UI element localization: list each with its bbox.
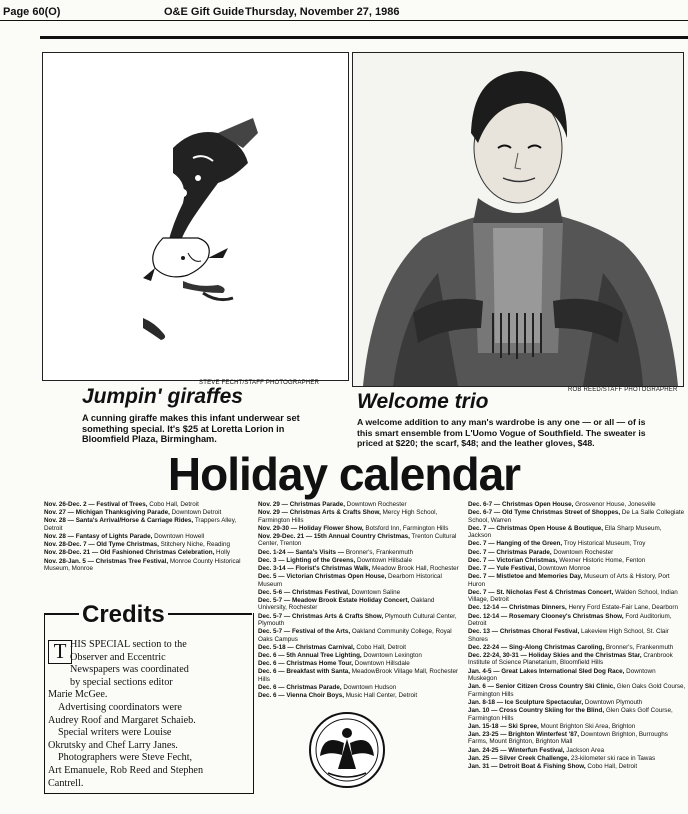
calendar-entry — [468, 509, 686, 524]
calendar-entry-event: Dec. 6-7 — Old Tyme Christmas Street of Shoppes, — [468, 509, 621, 517]
calendar-entry-location: Downtown Detroit — [169, 509, 222, 517]
calendar-entry-location: Oakland University, Rochester — [258, 597, 435, 612]
credits-line: Special writers were Louise — [58, 727, 172, 739]
calendar-entry-location: Jackson Area — [564, 746, 605, 754]
calendar-entry-event: Dec. 7 — Yule Festival, — [468, 565, 537, 573]
calendar-entry-location: Plymouth Cultural Center, Plymouth — [258, 612, 457, 628]
credits-line: Okrutsky and Chef Larry Janes. — [48, 739, 178, 751]
calendar-column-3 — [468, 501, 686, 771]
calendar-entry-event: Nov. 26-Dec. 2 — Festival of Trees, — [44, 501, 148, 508]
calendar-entry — [468, 723, 686, 730]
calendar-entry-event: Dec. 7 — Christmas Parade, — [468, 548, 552, 556]
calendar-entry — [468, 525, 686, 540]
calendar-entry-event: Jan. 6 — Senior Citizen Cross Country Ski Clinic, — [468, 683, 615, 691]
photo-credit-left: STEVE FECHT/STAFF PHOTOGRAPHER — [199, 380, 320, 386]
issue-date: Thursday, November 27, 1986 — [245, 6, 400, 18]
calendar-entry-location: Cobo Hall, Detroit — [354, 643, 407, 651]
calendar-entry-location: Downtown Hudson — [341, 684, 397, 692]
calendar-column-1 — [44, 501, 252, 573]
giraffe-illustration — [43, 53, 348, 380]
calendar-entry — [468, 501, 686, 508]
credits-line: Observer and Eccentric — [70, 651, 166, 663]
calendar-entry-event: Dec. 5-7 — Christmas Arts & Crafts Show, — [258, 612, 384, 620]
calendar-entry — [468, 644, 686, 651]
calendar-entry-location: Bronner's, Frankenmuth — [604, 643, 674, 651]
calendar-entry — [258, 533, 463, 548]
calendar-entry-event: Jan. 31 — Detroit Boat & Fishing Show, — [468, 762, 586, 770]
calendar-entry — [258, 565, 463, 572]
calendar-entry — [44, 549, 252, 556]
calendar-entry-location: Downtown Rochester — [551, 548, 614, 556]
calendar-entry-event: Jan. 10 — Cross Country Skiing for the Blind, — [468, 707, 605, 715]
page-number: Page 60(O) — [3, 6, 61, 18]
calendar-entry-location: Glen Oaks Golf Course, Farmington Hills — [468, 707, 673, 722]
calendar-entry-location: Cranbrook Institute of Science Planetarium, Bloomfield Hills — [468, 652, 673, 667]
calendar-entry-location: Downtown Rochester — [345, 501, 407, 508]
calendar-entry-event: Dec. 6 — 5th Annual Tree Lighting, — [258, 652, 362, 660]
calendar-entry — [468, 731, 686, 746]
calendar-entry — [258, 549, 463, 556]
calendar-entry-location: Downtown Monroe — [536, 565, 591, 573]
calendar-entry-event: Jan. 25 — Silver Creek Challenge, — [468, 754, 570, 762]
calendar-entry-event: Dec. 3 — Lighting of the Greens, — [258, 556, 356, 564]
calendar-entry-location: Downtown Howell — [152, 533, 205, 541]
calendar-entry-location: Troy Historical Museum, Troy — [562, 540, 646, 548]
calendar-entry-location: Henry Ford Estate-Fair Lane, Dearborn — [566, 604, 678, 612]
caption-left-line: A cunning giraffe makes this infant underwear set — [82, 413, 300, 423]
calendar-entry-event: Dec. 7 — Hanging of the Green, — [468, 540, 563, 548]
calendar-entry-event: Jan. 4-5 — Great Lakes International Sled Dog Race, — [468, 667, 625, 675]
calendar-entry-location: Downtown Hillsdale — [353, 660, 410, 668]
caption-right-line: A welcome addition to any man's wardrobe is any one — or all — of is — [357, 417, 646, 427]
calendar-entry — [258, 668, 463, 683]
calendar-entry — [258, 644, 463, 651]
headline-welcome-trio: Welcome trio — [357, 390, 489, 413]
angel-emblem-icon — [308, 711, 386, 789]
credits-line: Photographers were Steve Fecht, — [58, 752, 193, 764]
calendar-entry — [258, 628, 463, 643]
calendar-entry-location: Downtown Saline — [349, 588, 401, 596]
credits-line: Newspapers was coordinated — [70, 664, 189, 676]
calendar-entry-event: Dec. 1-24 — Santa's Visits — — [258, 548, 345, 556]
calendar-entry-location: Bronner's, Frankenmuth — [344, 548, 414, 556]
calendar-entry — [258, 525, 463, 532]
calendar-entry-location: Lakeview High School, St. Clair Shores — [468, 628, 669, 643]
calendar-entry-event: Dec. 7 — Mistletoe and Memories Day, — [468, 573, 583, 581]
calendar-entry — [468, 613, 686, 628]
calendar-entry — [258, 557, 463, 564]
calendar-entry-location: Music Hall Center, Detroit — [343, 692, 418, 700]
caption-left — [82, 413, 352, 445]
calendar-entry-location: Grosvenor House, Jonesville — [573, 501, 656, 508]
calendar-entry — [258, 613, 463, 628]
calendar-entry-event: Dec. 6-7 — Christmas Open House, — [468, 501, 574, 508]
calendar-entry-location: Downtown Hillsdale — [355, 556, 412, 564]
calendar-entry-location: Ella Sharp Museum, Jackson — [468, 524, 662, 540]
calendar-entry-location: Oakland Community College, Royal Oaks Campus — [258, 628, 452, 643]
calendar-entry — [258, 573, 463, 588]
photo-welcome-trio — [352, 52, 684, 387]
calendar-entry-event: Dec. 6 — Christmas Parade, — [258, 684, 342, 692]
calendar-entry-event: Dec. 5-7 — Festival of the Arts, — [258, 628, 351, 636]
calendar-entry — [468, 755, 686, 762]
credits-title: Credits — [79, 601, 168, 629]
calendar-entry — [468, 699, 686, 706]
calendar-entry-location: Stitchery Niche, Reading — [158, 541, 230, 549]
calendar-entry-event: Jan. 8-18 — Ice Sculpture Spectacular, — [468, 698, 584, 706]
calendar-entry — [468, 573, 686, 588]
calendar-entry-event: Dec. 3-14 — Florist's Christmas Walk, — [258, 565, 371, 573]
calendar-entry-event: Dec. 5-6 — Christmas Festival, — [258, 588, 350, 596]
credits-line: Cantrell. — [48, 777, 84, 789]
calendar-entry — [468, 652, 686, 667]
calendar-entry-event: Dec. 6 — Vienna Choir Boys, — [258, 692, 344, 700]
calendar-entry — [44, 558, 252, 573]
calendar-entry — [258, 597, 463, 612]
calendar-entry-location: Downtown Brighton, Burroughs Farms, Mount Brighton, Brighton Mall — [468, 730, 668, 746]
calendar-entry — [468, 683, 686, 698]
calendar-entry-location: De La Salle Collegiate School, Warren — [468, 509, 685, 524]
calendar-entry-location: Monroe County Historical Museum, Monroe — [44, 557, 241, 573]
calendar-entry-event: Nov. 28-Dec. 21 — Old Fashioned Christmas Celebration, — [44, 549, 215, 557]
calendar-entry — [468, 540, 686, 547]
calendar-entry-location: Museum of Arts & History, Port Huron — [468, 573, 670, 588]
calendar-entry — [468, 668, 686, 683]
calendar-entry — [258, 501, 463, 508]
section-name: O&E Gift Guide — [164, 6, 245, 18]
caption-right — [357, 417, 687, 449]
calendar-entry-event: Dec. 12-14 — Christmas Dinners, — [468, 604, 567, 612]
calendar-entry-location: Downtown Lexington — [361, 652, 422, 660]
calendar-entry-location: Mercy High School, Farmington Hills — [258, 509, 438, 524]
masthead-rule — [0, 20, 688, 21]
calendar-entry — [468, 549, 686, 556]
calendar-entry-location: Downtown Plymouth — [583, 698, 643, 706]
calendar-entry-location: Ford Auditorium, Detroit — [468, 612, 672, 628]
credits-line: Marie McGee. — [48, 689, 108, 701]
calendar-entry-event: Dec. 12-14 — Rosemary Clooney's Christmas Show, — [468, 612, 624, 620]
calendar-entry — [44, 541, 252, 548]
calendar-entry-event: Nov. 29-30 — Holiday Flower Show, — [258, 524, 364, 532]
calendar-entry-location: Walden School, Indian Village, Detroit — [468, 588, 678, 604]
calendar-entry-location: Wexner Historic Home, Fenton — [557, 556, 646, 564]
calendar-entry-event: Dec. 22-24 — Sing-Along Christmas Caroling, — [468, 643, 605, 651]
calendar-entry-event: Nov. 29-Dec. 21 — 15th Annual Country Christmas, — [258, 533, 410, 541]
caption-left-line: something special. It's $25 at Loretta Lorion in — [82, 423, 285, 434]
calendar-entry-event: Dec. 13 — Christmas Choral Festival, — [468, 628, 580, 636]
man-sweater-illustration — [353, 53, 683, 386]
calendar-entry — [44, 517, 252, 532]
calendar-entry-event: Nov. 28 — Santa's Arrival/Horse & Carriage Rides, — [44, 517, 194, 525]
calendar-entry-event: Dec. 22-24, 30-31 — Holiday Skies and the Christmas Star, — [468, 652, 642, 660]
section-rule — [40, 36, 688, 39]
calendar-entry — [44, 509, 252, 516]
calendar-entry-event: Dec. 5-7 — Meadow Brook Estate Holiday Concert, — [258, 597, 410, 605]
headline-jumpin-giraffes: Jumpin' giraffes — [82, 385, 243, 408]
calendar-entry — [258, 652, 463, 659]
holiday-calendar-title: Holiday calendar — [167, 448, 521, 500]
calendar-entry-location: Mount Brighton Ski Area, Brighton — [538, 722, 636, 730]
calendar-entry-event: Dec. 7 — Christmas Open House & Boutique, — [468, 524, 604, 532]
calendar-entry-event: Nov. 29 — Christmas Arts & Crafts Show, — [258, 509, 381, 517]
calendar-entry-location: Cobo Hall, Detroit — [147, 501, 199, 508]
calendar-entry-location: MeadowBrook Village Mall, Rochester Hills — [258, 668, 459, 683]
credits-line: by special sections editor — [70, 676, 173, 688]
calendar-column-2 — [258, 501, 463, 701]
calendar-entry — [258, 589, 463, 596]
calendar-entry-location: Botsford Inn, Farmington Hills — [363, 524, 449, 532]
calendar-entry-event: Nov. 28 — Fantasy of Lights Parade, — [44, 533, 153, 541]
caption-right-line: priced at $220; the scarf, $48; and the leather gloves, $48. — [357, 438, 595, 448]
calendar-entry-location: Cobo Hall, Detroit — [585, 762, 638, 770]
calendar-entry-event: Nov. 28-Jan. 5 — Christmas Tree Festival, — [44, 557, 169, 565]
credits-line: Art Emanuele, Rob Reed and Stephen — [48, 764, 204, 776]
calendar-entry-event: Dec. 5-18 — Christmas Carnival, — [258, 643, 355, 651]
credits-line: HIS SPECIAL section to the — [70, 639, 187, 650]
calendar-entry-location: Trenton Cultural Center, Trenton — [258, 533, 457, 548]
calendar-entry-location: Dearborn Historical Museum — [258, 573, 442, 588]
calendar-entry-event: Dec. 6 — Breakfast with Santa, — [258, 668, 351, 676]
calendar-entry-location: 23-kilometer ski race in Tawas — [569, 754, 656, 762]
calendar-entry-location: Meadow Brook Hall, Rochester — [370, 565, 459, 573]
calendar-entry-event: Jan. 24-25 — Winterfun Festival, — [468, 746, 565, 754]
calendar-entry-location: Glen Oaks Gold Course, Farmington Hills — [468, 683, 686, 698]
calendar-entry-event: Dec. 5 — Victorian Christmas Open House, — [258, 573, 387, 581]
credits-line: Audrey Roof and Margaret Schaieb. — [48, 714, 196, 726]
calendar-entry-event: Nov. 29 — Christmas Parade, — [258, 501, 346, 508]
calendar-entry — [468, 557, 686, 564]
calendar-entry-event: Dec. 6 — Christmas Home Tour, — [258, 660, 354, 668]
calendar-entry — [468, 565, 686, 572]
calendar-entry — [468, 628, 686, 643]
caption-left-line: Bloomfield Plaza, Birmingham. — [82, 434, 217, 444]
calendar-entry — [468, 589, 686, 604]
calendar-entry — [44, 501, 252, 508]
credits-dropcap: T — [48, 640, 72, 664]
calendar-entry — [468, 604, 686, 611]
calendar-entry-event: Jan. 23-25 — Brighton Winterfest '87, — [468, 730, 579, 738]
calendar-entry — [258, 509, 463, 524]
calendar-entry — [468, 747, 686, 754]
calendar-entry-location: Trappers Alley, Detroit — [44, 517, 237, 532]
calendar-entry — [44, 533, 252, 540]
calendar-entry — [258, 692, 463, 699]
calendar-entry-event: Dec. 7 — Victorian Christmas, — [468, 556, 558, 564]
calendar-entry-event: Nov. 28-Dec. 7 — Old Tyme Christmas, — [44, 541, 159, 549]
credits-line: Advertising coordinators were — [58, 701, 182, 713]
calendar-entry — [258, 684, 463, 691]
calendar-entry-location: Holly — [214, 549, 231, 557]
calendar-entry-event: Nov. 27 — Michigan Thanksgiving Parade, — [44, 509, 170, 517]
calendar-entry-event: Jan. 15-18 — Ski Spree, — [468, 722, 539, 730]
credits-body — [48, 639, 250, 790]
photo-giraffe — [42, 52, 349, 381]
calendar-entry — [468, 707, 686, 722]
caption-right-line: this smart ensemble from L'Uomo Vogue of Southfield. The sweater is — [357, 427, 646, 438]
calendar-entry — [468, 763, 686, 770]
calendar-entry — [258, 660, 463, 667]
photo-credit-right: ROB REED/STAFF PHOTOGRAPHER — [568, 387, 678, 393]
calendar-entry-location: Downtown Muskegon — [468, 667, 656, 683]
calendar-entry-event: Dec. 7 — St. Nicholas Fest & Christmas Concert, — [468, 588, 614, 596]
